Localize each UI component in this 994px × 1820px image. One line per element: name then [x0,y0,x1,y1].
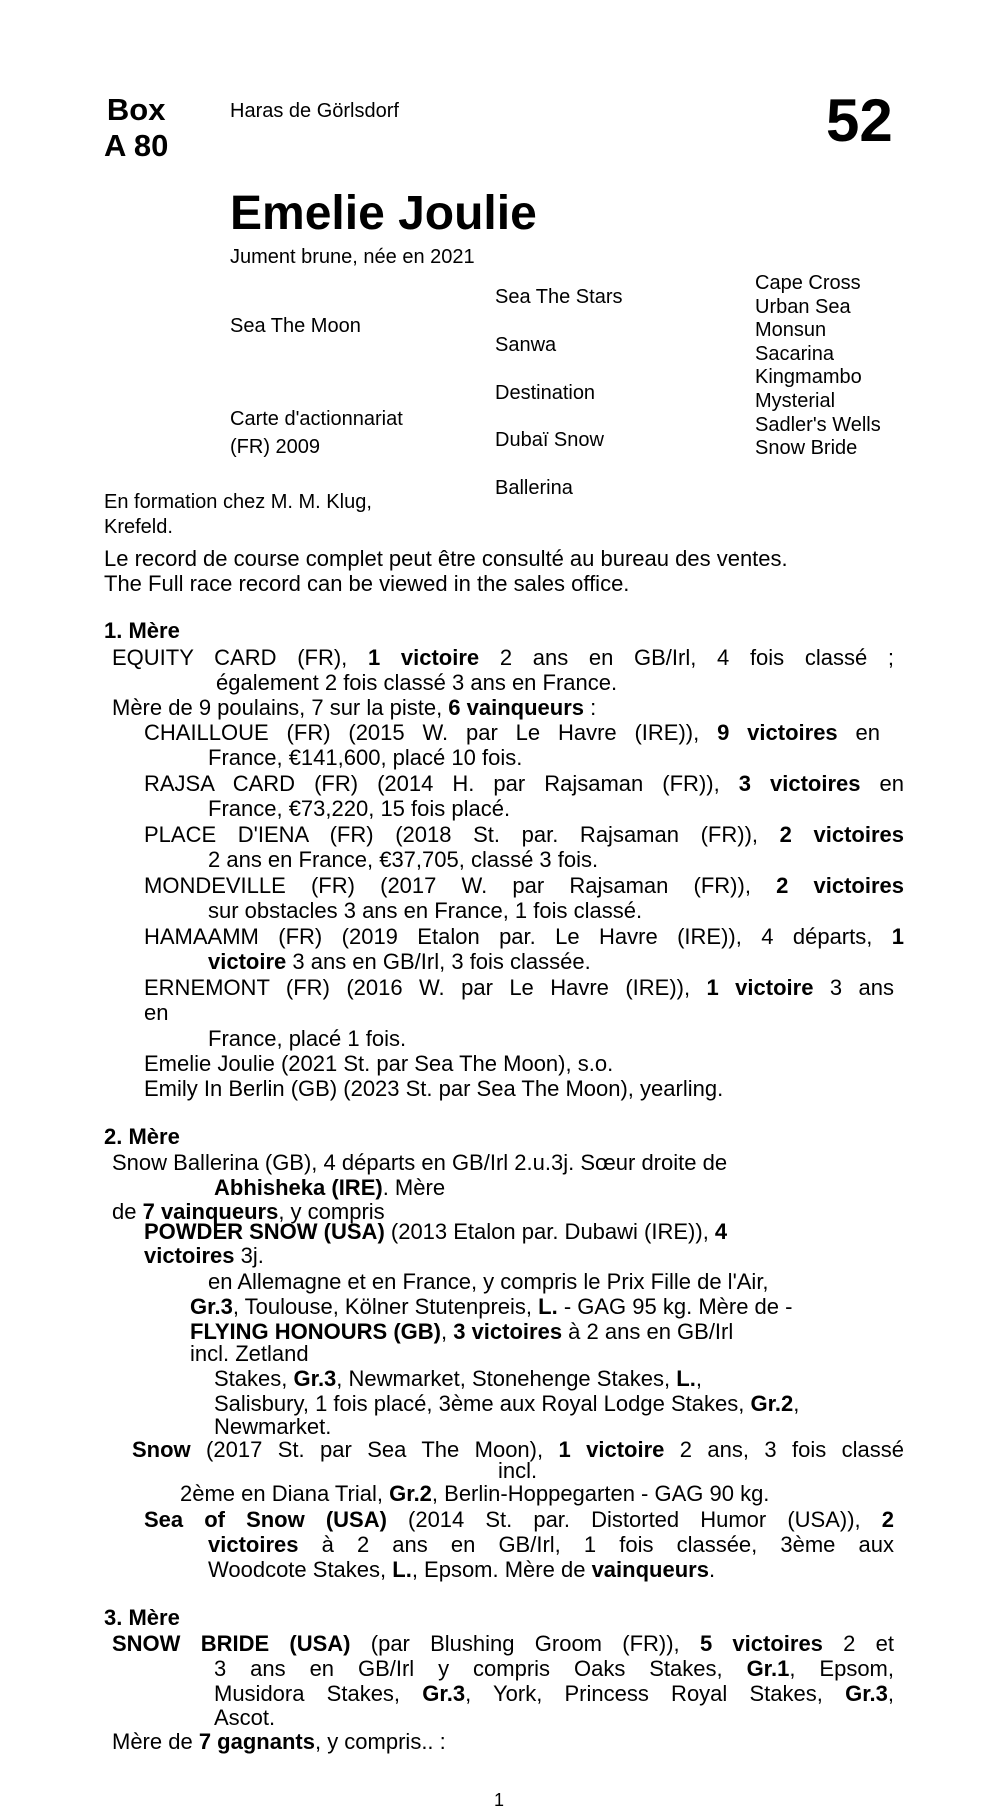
pedigree-dam [230,408,403,459]
third-dam-produce-summary: Mère de 7 gagnants, y compris.. : [112,1729,446,1754]
produce-ernemont-wrap: en [144,1000,169,1025]
produce-mondeville: MONDEVILLE (FR) (2017 W. par Rajsaman (FR)), 2 victoires [144,873,904,898]
third-dam-line-4: Ascot. [214,1705,276,1730]
produce-powder-snow-detail-2: Gr.3, Toulouse, Kölner Stutenpreis, L. - GAG 95 kg. Mère de - [190,1294,793,1319]
produce-hamaamm-detail: victoire 3 ans en GB/Irl, 3 fois classée. [208,949,591,974]
pedigree-gen3-7: Sadler's Wells [755,413,881,436]
pedigree-gen2-3: Destination [495,382,596,404]
box-line-1: Box [106,92,166,127]
consignor-name: Haras de Görlsdorf [230,100,399,122]
dam-line-2: également 2 fois classé 3 ans en France. [216,670,618,695]
pedigree-sire: Sea The Moon [230,315,361,337]
pedigree-gen3-1: Cape Cross [755,272,861,294]
section-heading-1: 1. Mère [104,618,180,643]
pedigree-gen3-3: Monsun [755,319,827,342]
produce-snow-wrap: incl. [498,1458,538,1483]
pedigree-dam-line-1: Carte d'actionnariat [230,408,403,430]
race-record-note-fr: Le record de course complet peut être consulté au bureau des ventes. [104,546,788,571]
lot-number: 52 [826,87,893,154]
produce-sea-of-snow-detail-2: Woodcote Stakes, L., Epsom. Mère de vainqueurs. [208,1557,716,1582]
dam-produce-summary: Mère de 9 poulains, 7 sur la piste, 6 vainqueurs : [112,695,597,720]
horse-description: Jument brune, née en 2021 [230,246,475,268]
produce-rajsa-card: RAJSA CARD (FR) (2014 H. par Rajsaman (FR)), 3 victoires en [144,771,904,796]
training-line-2: Krefeld. [104,516,173,538]
produce-emelie-joulie: Emelie Joulie (2021 St. par Sea The Moon), s.o. [144,1051,614,1076]
pedigree-gen2-1: Sea The Stars [495,286,623,308]
produce-powder-snow-detail-1: en Allemagne et en France, y compris le Prix Fille de l'Air, [208,1269,769,1294]
produce-flying-honours-detail-3: Salisbury, 1 fois placé, 3ème aux Royal Lodge Stakes, Gr.2, [214,1391,800,1416]
training-line-1: En formation chez M. M. Klug, [104,491,372,513]
section-heading-2: 2. Mère [104,1124,180,1149]
produce-snow-detail: 2ème en Diana Trial, Gr.2, Berlin-Hoppegarten - GAG 90 kg. [180,1481,770,1506]
produce-flying-honours-detail-4: Newmarket. [214,1414,332,1439]
produce-flying-honours: FLYING HONOURS (GB), 3 victoires à 2 ans en GB/Irl [190,1319,734,1344]
produce-chailloue-detail: France, €141,600, placé 10 fois. [208,745,523,770]
produce-place-diena-detail: 2 ans en France, €37,705, classé 3 fois. [208,847,599,872]
pedigree-gen3-2: Urban Sea [755,295,851,318]
pedigree-gen2-2: Sanwa [495,334,557,356]
second-dam-line-3: de 7 vainqueurs, y compris [112,1199,385,1224]
pedigree-dam-line-2: (FR) 2009 [230,436,321,458]
produce-powder-snow: POWDER SNOW (USA) (2013 Etalon par. Dubawi (IRE)), 4 [144,1219,728,1244]
produce-ernemont-detail: France, placé 1 fois. [208,1026,407,1051]
race-record-note-en: The Full race record can be viewed in the sales office. [104,571,630,596]
produce-hamaamm: HAMAAMM (FR) (2019 Etalon par. Le Havre (IRE)), 4 départs, 1 [144,924,904,949]
third-dam-line-3: Musidora Stakes, Gr.3, York, Princess Royal Stakes, Gr.3, [214,1681,895,1706]
produce-chailloue: CHAILLOUE (FR) (2015 W. par Le Havre (IRE)), 9 victoires en [144,720,880,745]
produce-mondeville-detail: sur obstacles 3 ans en France, 1 fois classé. [208,898,643,923]
pedigree-gen2-4: Dubaï Snow [495,429,604,451]
page-number: 1 [494,1790,505,1810]
second-dam-line-1: Snow Ballerina (GB), 4 départs en GB/Irl 2.u.3j. Sœur droite de [112,1150,728,1175]
pedigree-gen3-5: Kingmambo [755,366,862,389]
pedigree-gen3-8: Snow Bride [755,437,858,460]
third-dam-line-1: SNOW BRIDE (USA) (par Blushing Groom (FR)), 5 victoires 2 et [112,1631,895,1656]
produce-place-diena: PLACE D'IENA (FR) (2018 St. par. Rajsaman (FR)), 2 victoires [144,822,904,847]
training-info [104,490,372,540]
second-dam-line-2: Abhisheka (IRE). Mère [214,1175,446,1200]
produce-rajsa-card-detail: France, €73,220, 15 fois placé. [208,796,511,821]
pedigree-gen3-4: Sacarina [755,342,834,365]
box-label [104,92,168,164]
third-dam-line-2: 3 ans en GB/Irl y compris Oaks Stakes, Gr.1, Epsom, [214,1656,894,1681]
produce-powder-snow-wins: victoires 3j. [144,1243,264,1268]
produce-flying-honours-detail-2: Stakes, Gr.3, Newmarket, Stonehenge Stakes, L., [214,1366,702,1391]
pedigree-gen3-6: Mysterial [755,389,836,412]
pedigree-gen2-5: Ballerina [495,477,573,499]
box-line-2: A 80 [104,128,169,163]
section-heading-3: 3. Mère [104,1605,180,1630]
produce-emily-in-berlin: Emily In Berlin (GB) (2023 St. par Sea The Moon), yearling. [144,1076,724,1101]
produce-snow: Snow (2017 St. par Sea The Moon), 1 victoire 2 ans, 3 fois classé [132,1437,904,1462]
produce-sea-of-snow-detail-1: victoires à 2 ans en GB/Irl, 1 fois classée, 3ème aux [208,1532,894,1557]
pedigree-gen3 [755,272,881,461]
produce-sea-of-snow: Sea of Snow (USA) (2014 St. par. Distorted Humor (USA)), 2 [144,1507,894,1532]
produce-flying-honours-detail-1: incl. Zetland [190,1341,309,1366]
produce-ernemont: ERNEMONT (FR) (2016 W. par Le Havre (IRE)), 1 victoire 3 ans [144,975,894,1000]
horse-name: Emelie Joulie [230,187,537,240]
dam-line-1: EQUITY CARD (FR), 1 victoire 2 ans en GB/Irl, 4 fois classé ; [112,645,895,670]
